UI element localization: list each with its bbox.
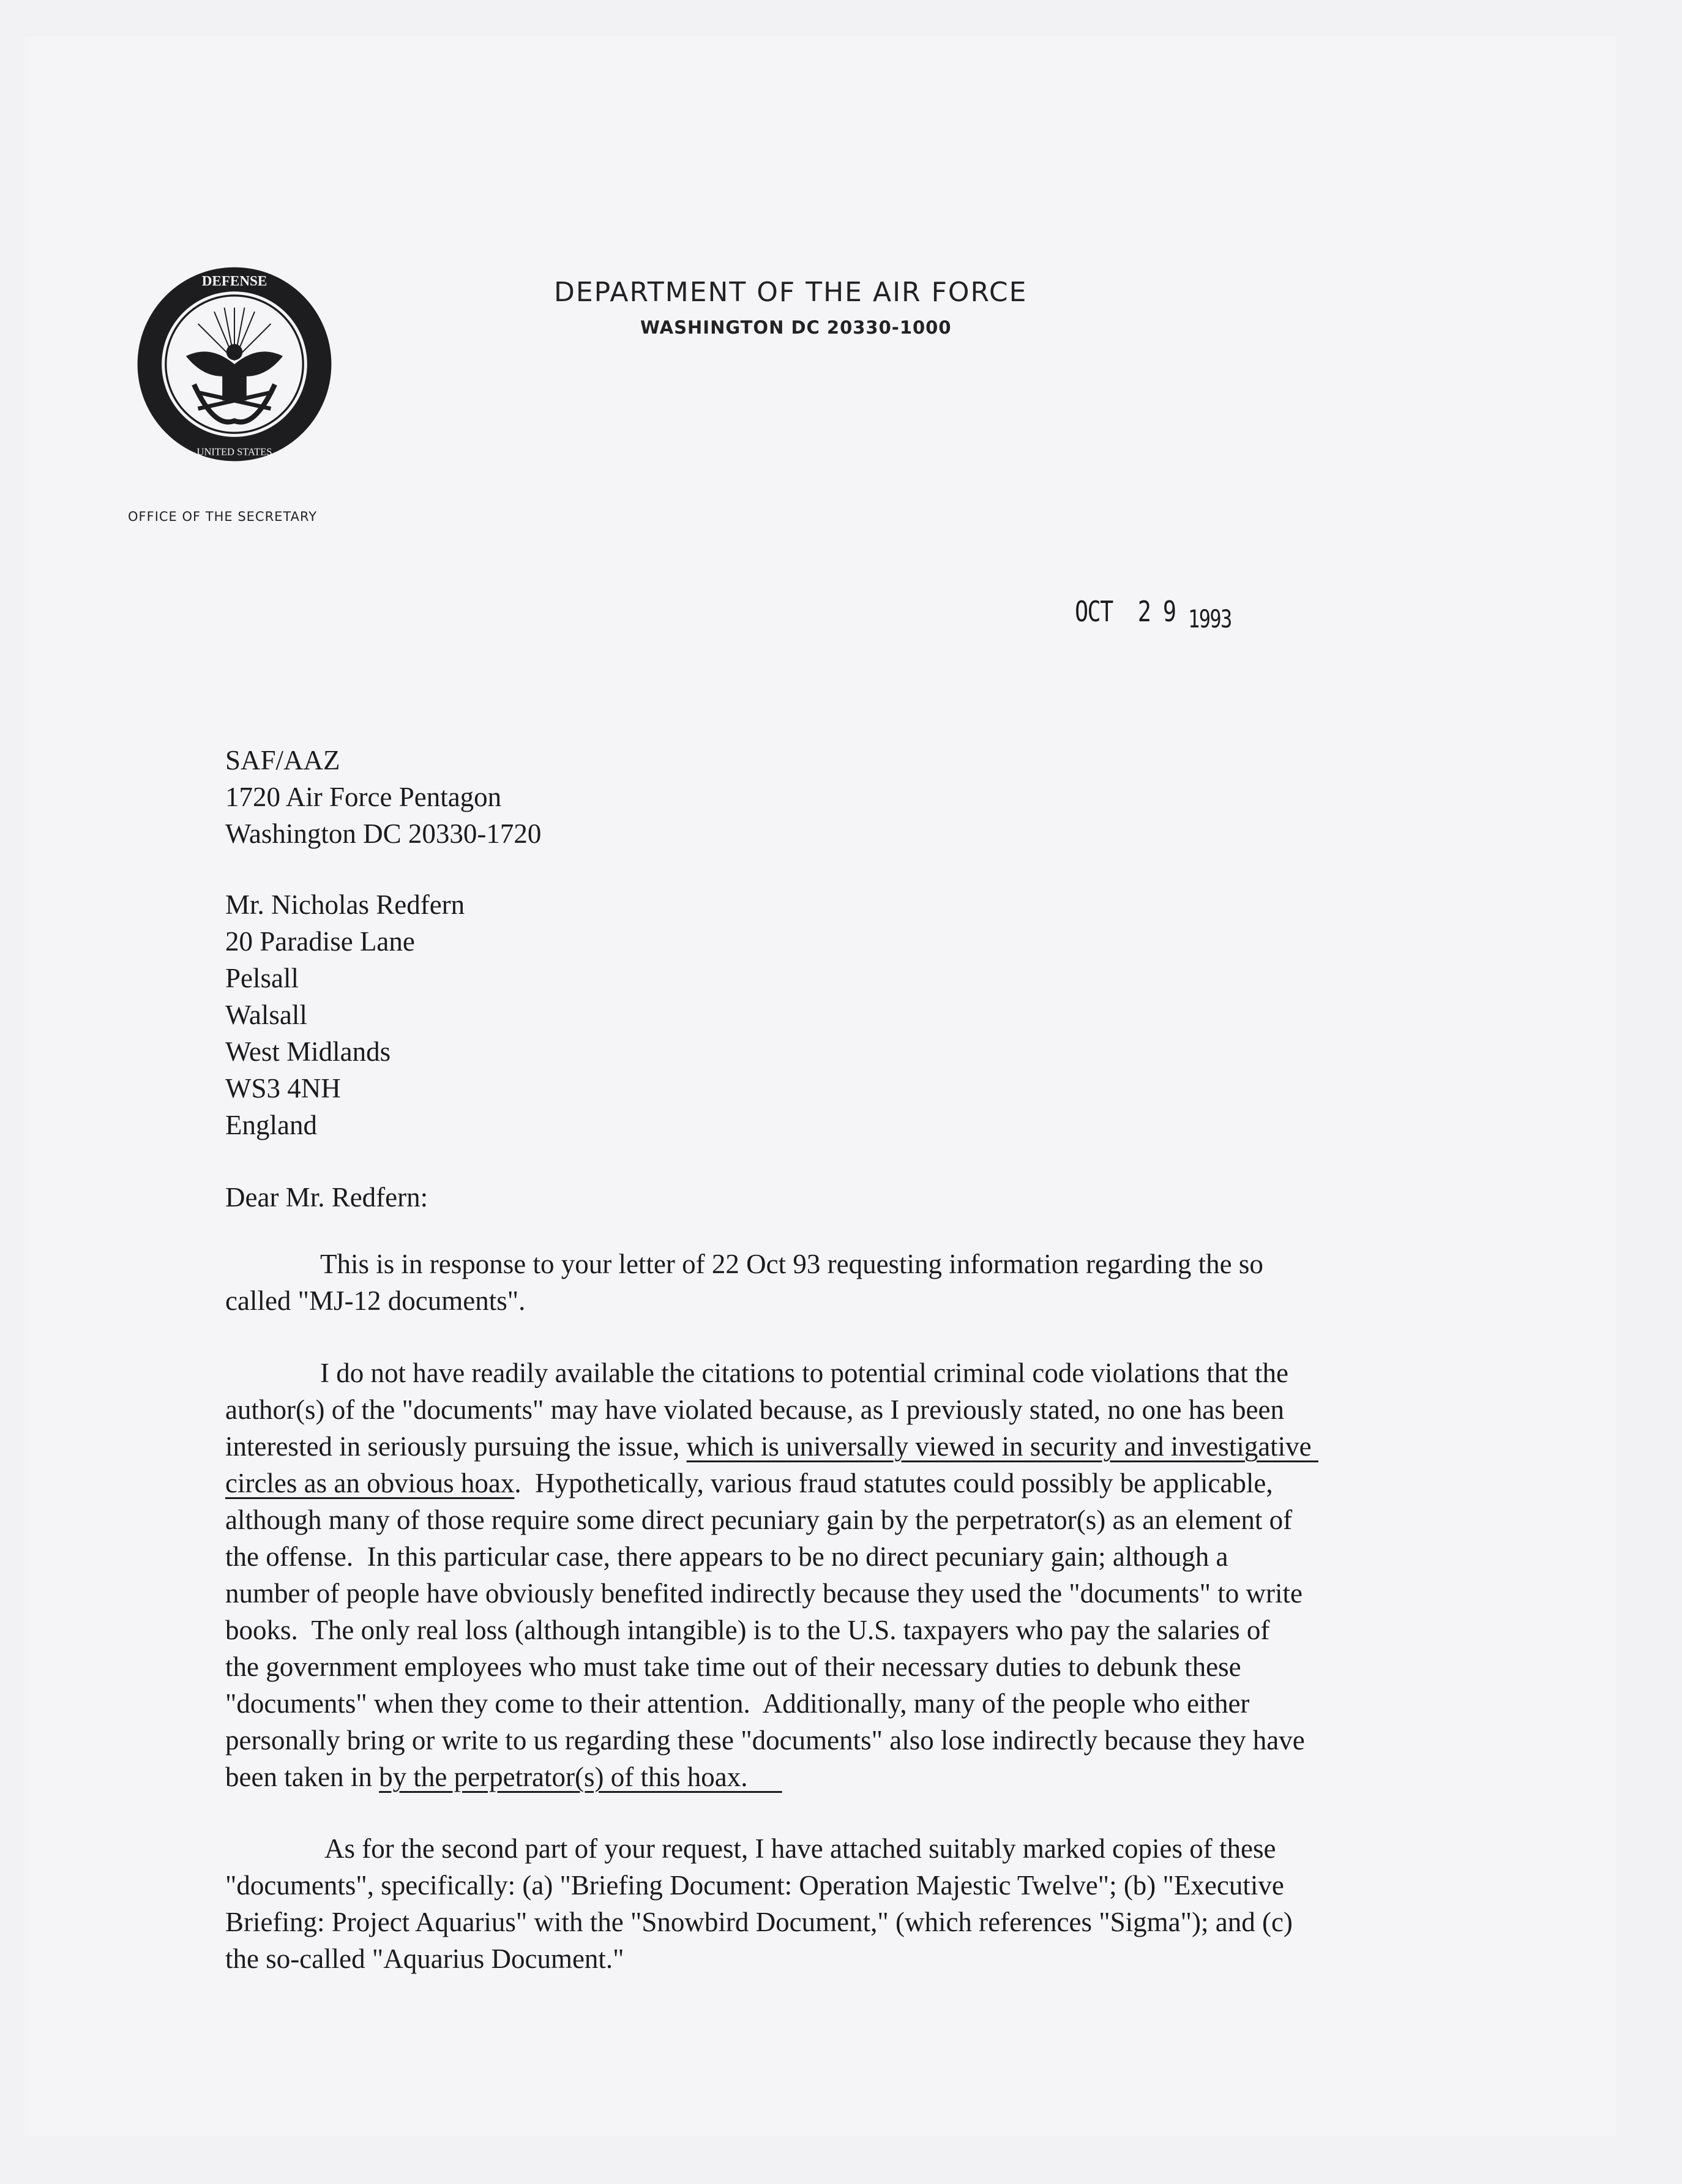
text-segment: number of people have obviously benefited indirectly because they used the "documents" to write <box>225 1578 1303 1609</box>
paragraph-line <box>225 1428 1318 1465</box>
text-segment: the so-called "Aquarius Document." <box>225 1943 624 1974</box>
underlined-text: by the perpetrator(s) of this hoax. <box>379 1762 782 1792</box>
paragraph-line <box>225 1722 1305 1759</box>
sender-line: SAF/AAZ <box>225 745 340 776</box>
text-segment: author(s) of the "documents" may have violated because, as I previously stated, no one has been <box>225 1394 1284 1425</box>
paragraph-line <box>320 1246 1263 1282</box>
text-segment: personally bring or write to us regarding these "documents" also lose indirectly because they have <box>225 1725 1305 1756</box>
salutation: Dear Mr. Redfern: <box>225 1182 428 1213</box>
text-segment: the government employees who must take time out of their necessary duties to debunk these <box>225 1651 1241 1682</box>
text-segment: "documents" when they come to their attention. Additionally, many of the people who either <box>225 1688 1250 1719</box>
paragraph-line <box>324 1830 1276 1867</box>
recipient-line: WS3 4NH <box>225 1073 341 1104</box>
text-segment: Briefing: Project Aquarius" with the "Snowbird Document," (which references "Sigma"); and (c) <box>225 1907 1293 1937</box>
text-segment: called "MJ-12 documents". <box>225 1285 526 1316</box>
recipient-line: Walsall <box>225 1000 307 1030</box>
text-segment: although many of those require some direct pecuniary gain by the perpetrator(s) as an element of <box>225 1505 1293 1535</box>
paragraph-line <box>320 1355 1288 1391</box>
text-segment: the offense. In this particular case, there appears to be no direct pecuniary gain; although a <box>225 1541 1228 1572</box>
paragraph-line <box>225 1612 1269 1648</box>
text-segment: interested in seriously pursuing the issue, <box>225 1431 687 1462</box>
date-day: 2 9 <box>1137 595 1176 628</box>
text-segment: been taken in <box>225 1762 379 1792</box>
date-year: 1993 <box>1188 605 1232 634</box>
paragraph-line <box>225 1391 1284 1428</box>
text-segment: "documents", specifically: (a) "Briefing Document: Operation Majestic Twelve"; (b) "Executive <box>225 1870 1284 1901</box>
recipient-line: Pelsall <box>225 963 299 993</box>
text-segment: . Hypothetically, various fraud statutes could possibly be applicable, <box>514 1468 1273 1498</box>
sender-line: 1720 Air Force Pentagon <box>225 782 502 812</box>
paragraph-line <box>225 1282 525 1319</box>
recipient-line: Mr. Nicholas Redfern <box>225 889 465 920</box>
text-segment: I do not have readily available the citations to potential criminal code violations that the <box>320 1358 1289 1388</box>
paragraph-line <box>225 1940 624 1977</box>
paragraph-line <box>225 1575 1303 1612</box>
department-address: WASHINGTON DC 20330-1000 <box>640 317 952 338</box>
underlined-text: which is universally viewed in security and investigative <box>686 1431 1318 1462</box>
paragraph-line <box>225 1685 1249 1722</box>
svg-text:DEFENSE: DEFENSE <box>201 272 267 289</box>
svg-text:UNITED STATES: UNITED STATES <box>196 446 272 458</box>
date-stamp <box>1075 595 1232 634</box>
recipient-line: West Midlands <box>225 1036 391 1067</box>
department-of-defense-seal-icon <box>133 263 335 465</box>
paragraph-line <box>225 1867 1284 1904</box>
text-segment: books. The only real loss (although intangible) is to the U.S. taxpayers who pay the salaries of <box>225 1615 1270 1645</box>
paragraph-line <box>225 1502 1292 1538</box>
paragraph-line <box>225 1759 782 1795</box>
text-segment: As for the second part of your request, I have attached suitably marked copies of these <box>324 1833 1276 1864</box>
date-month: OCT <box>1075 595 1113 628</box>
paragraph-line <box>225 1465 1273 1502</box>
text-segment: This is in response to your letter of 22 Oct 93 requesting information regarding the so <box>320 1249 1263 1279</box>
paragraph-line <box>225 1648 1241 1685</box>
sender-line: Washington DC 20330-1720 <box>225 818 542 849</box>
recipient-line: 20 Paradise Lane <box>225 926 415 957</box>
recipient-line: England <box>225 1110 317 1140</box>
paragraph-line <box>225 1538 1228 1575</box>
office-of-the-secretary: OFFICE OF THE SECRETARY <box>128 509 318 524</box>
paragraph-line <box>225 1904 1293 1940</box>
department-heading: DEPARTMENT OF THE AIR FORCE <box>554 277 1028 308</box>
underlined-text: circles as an obvious hoax <box>225 1468 515 1498</box>
